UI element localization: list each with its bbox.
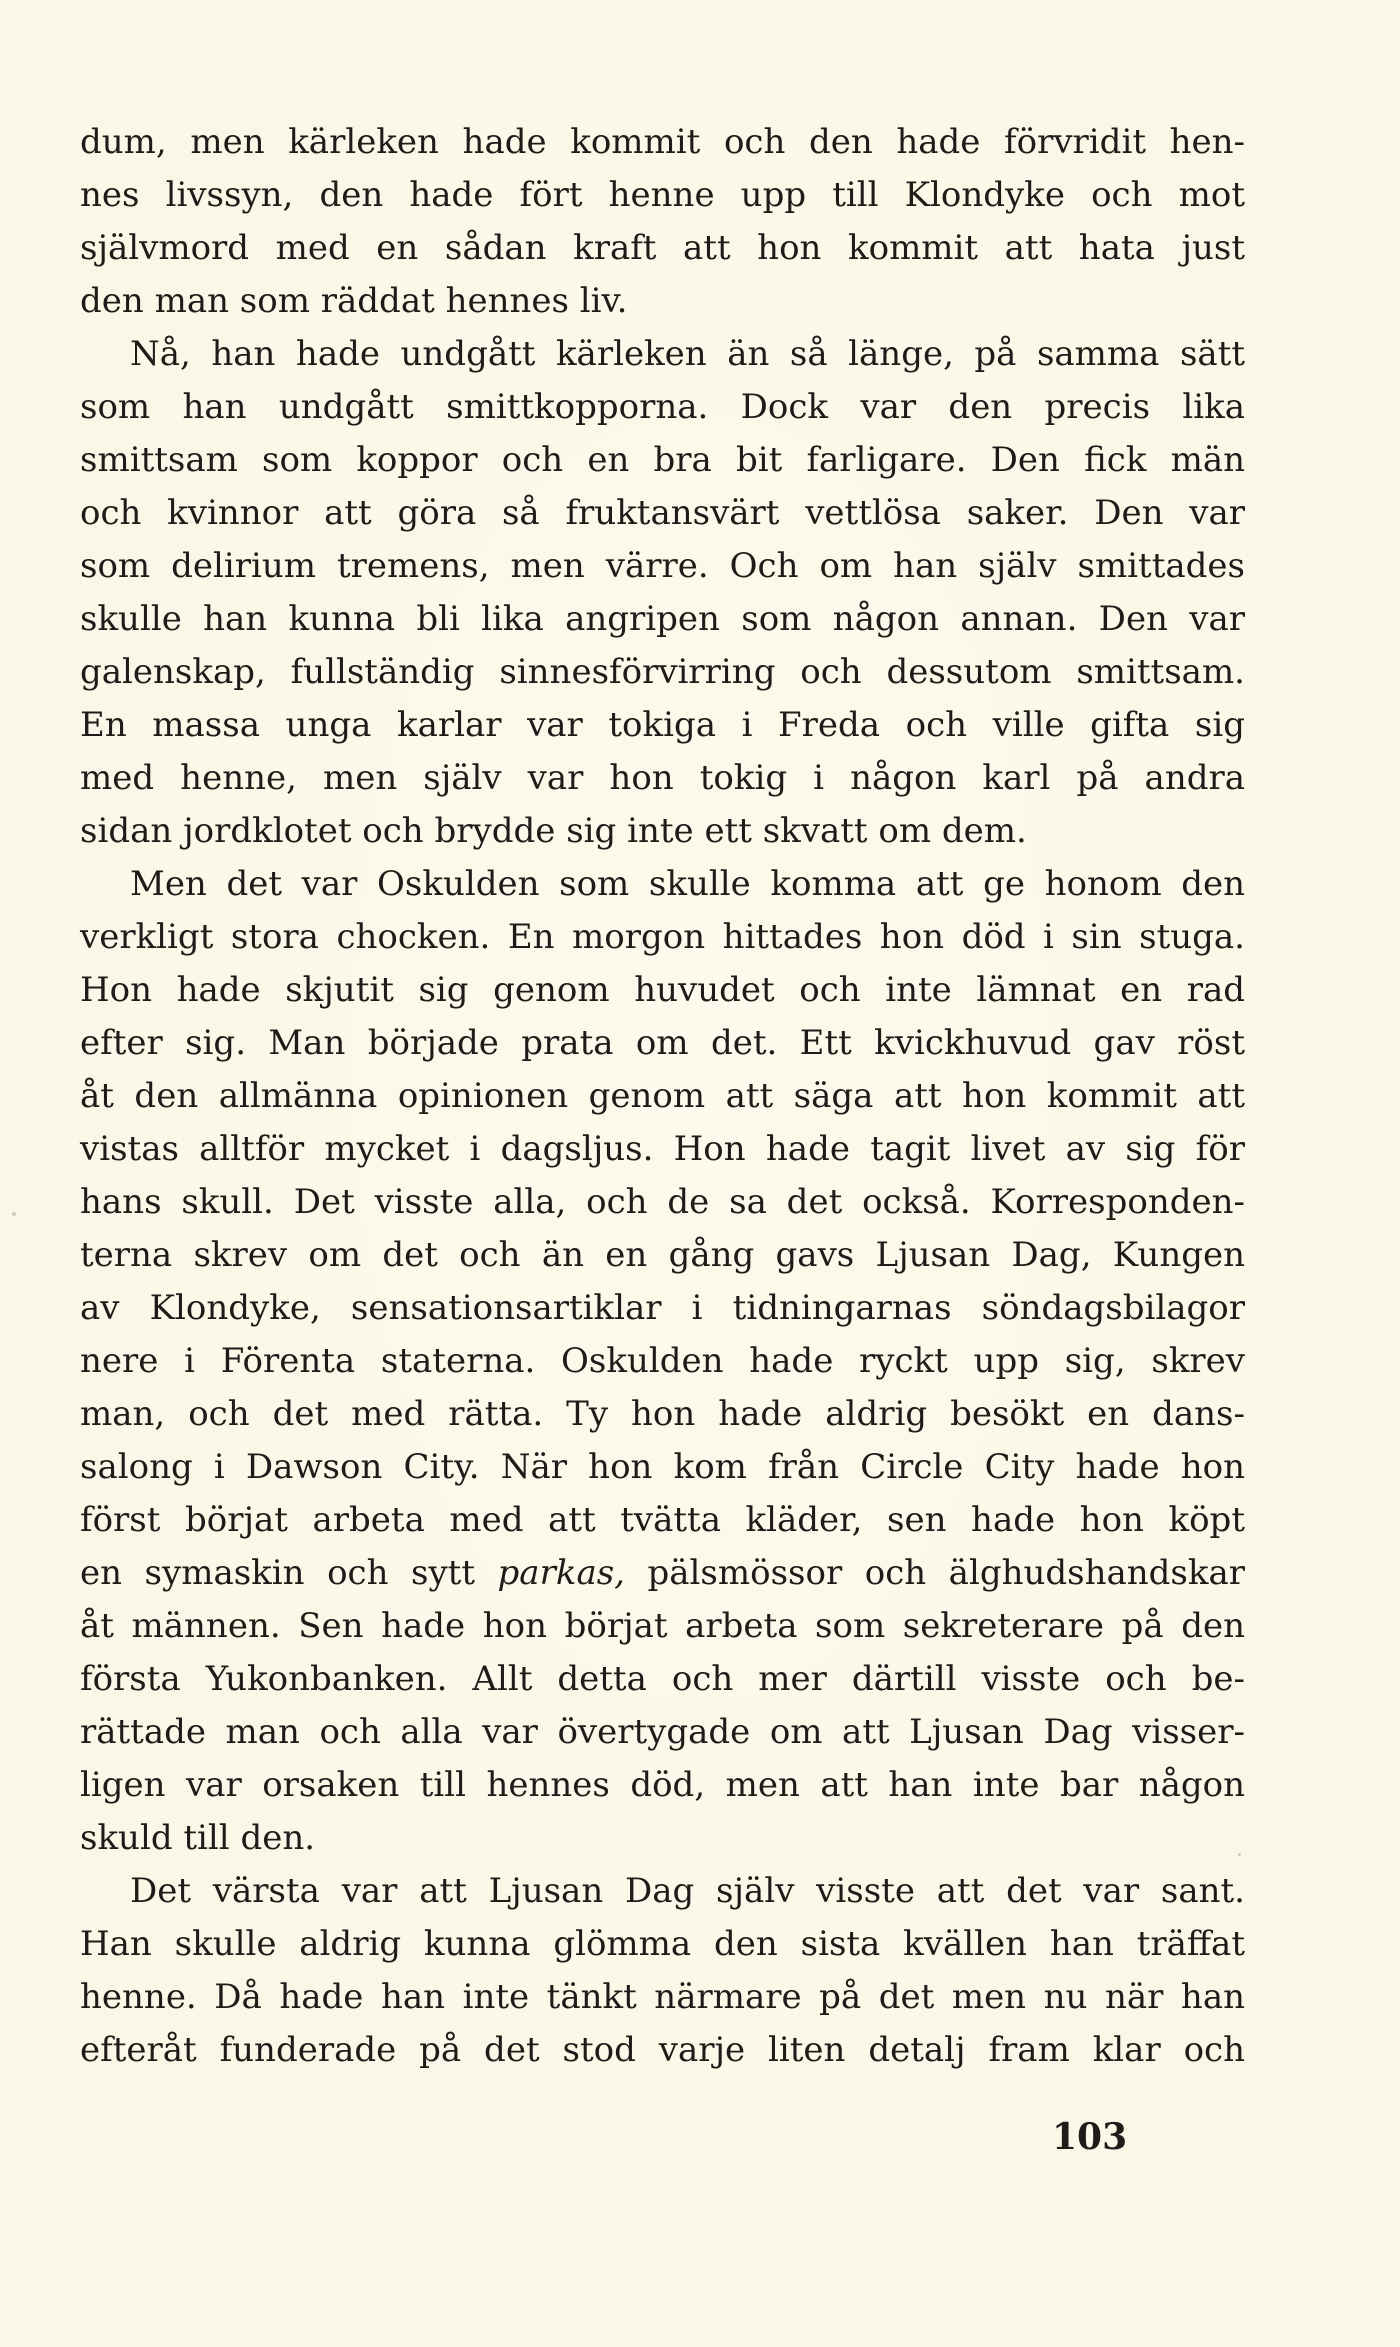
text-line: Han skulle aldrig kunna glömma den sista kvällen han träffat xyxy=(80,1924,1245,1964)
body-text xyxy=(80,116,1245,2077)
text-line: nes livssyn, den hade fört henne upp till Klondyke och mot xyxy=(80,175,1245,215)
text-line: smittsam som koppor och en bra bit farligare. Den fick män xyxy=(80,440,1245,480)
text-line: vistas alltför mycket i dagsljus. Hon hade tagit livet av sig för xyxy=(80,1129,1245,1169)
text-segment: en symaskin och sytt xyxy=(80,1553,498,1593)
text-line: dum, men kärleken hade kommit och den hade förvridit hen- xyxy=(80,122,1245,162)
paper-speck xyxy=(1238,1853,1241,1856)
text-line: efter sig. Man började prata om det. Ett kvickhuvud gav röst xyxy=(80,1023,1245,1063)
text-line: nere i Förenta staterna. Oskulden hade ryckt upp sig, skrev xyxy=(80,1341,1245,1381)
text-line: med henne, men själv var hon tokig i någon karl på andra xyxy=(80,758,1245,798)
text-segment: pälsmössor och älghudshandskar xyxy=(624,1553,1245,1593)
text-line: ligen var orsaken till hennes död, men att han inte bar någon xyxy=(80,1765,1245,1805)
text-line: terna skrev om det och än en gång gavs Ljusan Dag, Kungen xyxy=(80,1235,1245,1275)
page-number: 103 xyxy=(1052,2116,1128,2158)
text-line: den man som räddat hennes liv. xyxy=(80,281,628,321)
text-line: först börjat arbeta med att tvätta kläder, sen hade hon köpt xyxy=(80,1500,1245,1540)
text-line: Hon hade skjutit sig genom huvudet och inte lämnat en rad xyxy=(80,970,1245,1010)
text-line: efteråt funderade på det stod varje liten detalj fram klar och xyxy=(80,2030,1245,2070)
text-line: åt den allmänna opinionen genom att säga att hon kommit att xyxy=(80,1076,1245,1116)
text-line: hans skull. Det visste alla, och de sa det också. Korresponden- xyxy=(80,1182,1245,1222)
text-line: galenskap, fullständig sinnesförvirring och dessutom smittsam. xyxy=(80,652,1245,692)
text-line: En massa unga karlar var tokiga i Freda och ville gifta sig xyxy=(80,705,1245,745)
text-line: sidan jordklotet och brydde sig inte ett skvatt om dem. xyxy=(80,811,1027,851)
text-line: som delirium tremens, men värre. Och om han själv smittades xyxy=(80,546,1245,586)
paper-speck xyxy=(12,1212,16,1216)
text-line: skulle han kunna bli lika angripen som någon annan. Den var xyxy=(80,599,1245,639)
text-line: man, och det med rätta. Ty hon hade aldrig besökt en dans- xyxy=(80,1394,1245,1434)
text-line: som han undgått smittkopporna. Dock var den precis lika xyxy=(80,387,1245,427)
text-line: Nå, han hade undgått kärleken än så länge, på samma sätt xyxy=(130,334,1245,374)
text-line xyxy=(80,1547,1245,1600)
italic-word: parkas, xyxy=(497,1553,625,1593)
text-line: av Klondyke, sensationsartiklar i tidningarnas söndagsbilagor xyxy=(80,1288,1245,1328)
text-line: och kvinnor att göra så fruktansvärt vettlösa saker. Den var xyxy=(80,493,1245,533)
text-line: skuld till den. xyxy=(80,1818,316,1858)
text-line: första Yukonbanken. Allt detta och mer därtill visste och be- xyxy=(80,1659,1245,1699)
text-line: självmord med en sådan kraft att hon kommit att hata just xyxy=(80,228,1245,268)
text-line: Men det var Oskulden som skulle komma att ge honom den xyxy=(130,864,1245,904)
text-line: verkligt stora chocken. En morgon hittades hon död i sin stuga. xyxy=(80,917,1245,957)
text-line: salong i Dawson City. När hon kom från Circle City hade hon xyxy=(80,1447,1245,1487)
text-line: rättade man och alla var övertygade om att Ljusan Dag visser- xyxy=(80,1712,1245,1752)
text-line: Det värsta var att Ljusan Dag själv visste att det var sant. xyxy=(130,1871,1245,1911)
text-line: henne. Då hade han inte tänkt närmare på det men nu när han xyxy=(80,1977,1245,2017)
text-line: åt männen. Sen hade hon börjat arbeta som sekreterare på den xyxy=(80,1606,1245,1646)
